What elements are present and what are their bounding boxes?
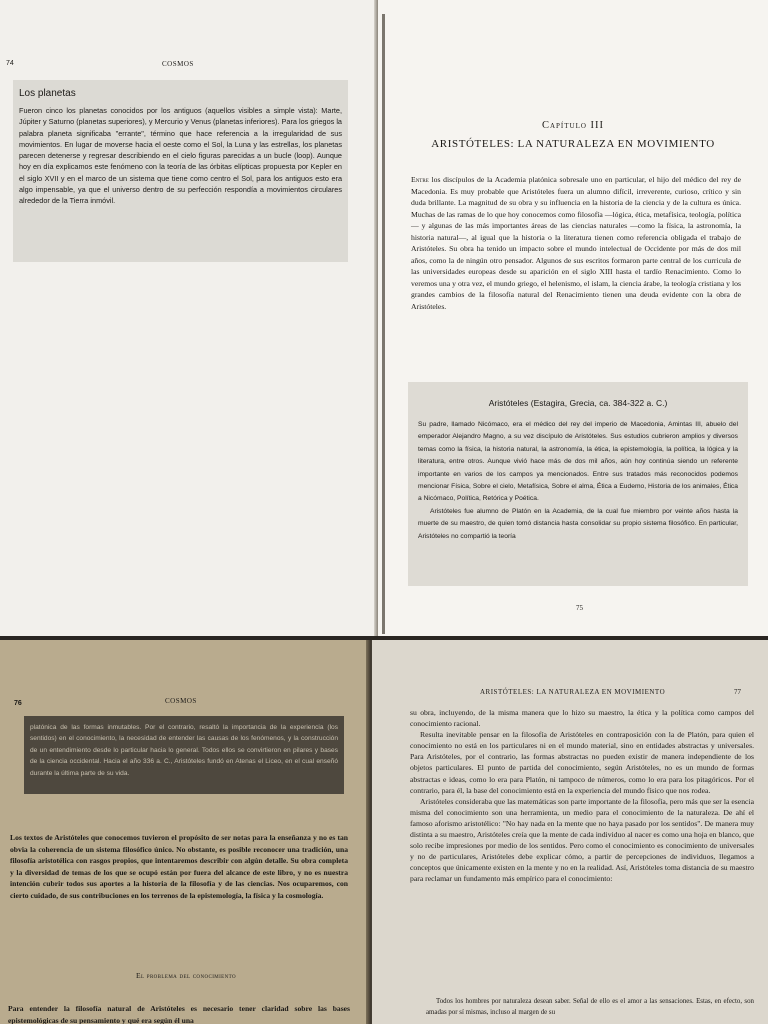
sidebar-box-planets <box>13 80 348 262</box>
page-number: 74 <box>6 60 14 67</box>
page-75 <box>378 0 768 636</box>
box-text: platónica de las formas inmutables. Por el contrario, resaltó la importancia de la experiencia (los sentidos) en el conocimiento, la necesidad de entender las causas de los fenómenos, y la construcción de un entendimiento desde lo particular hacia lo general. Todos ellos se convirtieron en pilares y bases de la ciencia occidental. Hacia el año 336 a. C., Aristóteles fundó en Atenas el Liceo, en el cual enseñó durante la última parte de su vida. <box>30 724 338 777</box>
box-title: Aristóteles (Estagira, Grecia, ca. 384-322 a. C.) <box>488 398 668 408</box>
page-number: 76 <box>14 700 22 707</box>
chapter-title: ARISTÓTELES: LA NATURALEZA EN MOVIMIENTO <box>431 138 715 150</box>
block-quote: Todos los hombres por naturaleza desean saber. Señal de ello es el amor a las sensaciones. Estas, en efecto, son amadas por sí mismas, incluso al margen de su <box>426 998 754 1016</box>
box-paragraph: Aristóteles fue alumno de Platón en la Academia, de la cual fue miembro por veinte años hasta la muerte de su maestro, de quien tomó distancia hasta consolidar su propio sistema filosófico. En particular, Aristóteles no compartió la teoría <box>418 507 738 540</box>
lead-word: Entre <box>411 175 429 184</box>
body-text: los discípulos de la Academia platónica sobresale uno en particular, el hijo del médico del rey de Macedonia. Es muy probable que Aristóteles fuera un alumno difícil, irreverente, curioso, crítico y sin duda brillante. La magnitud de su obra y su influencia en la historia de la ciencia y de la cultura es única. Muchas de las ramas de lo que hoy conocemos como filosofía —lógica, ética, metafísica, teología, política— y algunas de las más importantes áreas de las ciencias naturales —como la física, la astronomía, la historia natural—, al igual que la historia o la literatura tienen como referencia obligada el trabajo de Aristóteles. Su obra ha tenido un impacto sobre el mundo intelectual de Occidente por más de dos mil años, como la de ningún otro pensador. Algunos de sus escritos formaron parte central de los curricula de las universidades europeas desde su aparición en el siglo XIII hasta el tardío Renacimiento. Como lo veremos una y otra vez, el mundo griego, el helenismo, el islam, la ciencia árabe, la teología cristiana y los grandes cambios de la filosofía natural del Renacimiento tienen una deuda evidente con la obra de Aristóteles. <box>411 175 741 311</box>
body-text: Para entender la filosofía natural de Aristóteles es necesario tener claridad sobre las bases epistemológicas de su pensamiento y qué era según él una <box>8 1004 350 1024</box>
sidebar-box-continued <box>24 716 344 794</box>
page-number: 77 <box>734 688 741 696</box>
running-head: ARISTÓTELES: LA NATURALEZA EN MOVIMIENTO <box>480 688 666 696</box>
page-77 <box>372 640 768 1024</box>
body-text-block <box>410 707 754 885</box>
page-number: 75 <box>576 604 583 612</box>
body-paragraph: Aristóteles consideraba que las matemáticas son parte importante de la filosofía, pero más que ser la esencia misma del conocimiento son una herramienta, un medio para el conocimiento de la naturaleza. De ahí el famoso aforismo aristotélico: "No hay nada en la mente que no haya pasado por los sentidos". De manera muy distinta a su maestro, Aristóteles creía que la mente de cada individuo al nacer es como una hoja en blanco, que solo recibe impresiones por medio de los sentidos. Pero como el conocimiento es conocimiento de universales y no de particulares, Aristóteles debe explicar cómo, a partir de percepciones de individuos, llegamos a conceptos que únicamente existen en la mente y no en la realidad. Así, Aristóteles toma distancia de su maestro para reclamar un fundamento más empírico para el conocimiento: <box>410 796 754 884</box>
running-head: COSMOS <box>165 697 197 705</box>
section-title: El problema del conocimiento <box>135 971 237 980</box>
body-text: Los textos de Aristóteles que conocemos tuvieron el propósito de ser notas para la enseñanza y no es tan obvia la coherencia de un sistema filosófico único. No obstante, es posible reconocer una tradición, una filosofía aristotélica con rasgos propios, que intentaremos describir con algún detalle. Su obra completa y la diversidad de temas de los que se ocupó están por fuera del alcance de este libro, y no es nuestra intención cubrir todos sus aportes a la historia de la filosofía y de las ciencias. Nos ocuparemos, con cierto cuidado, de sus contribuciones en los terrenos de la epistemología, la física y la cosmología. <box>10 833 348 900</box>
page-edge-shadow <box>382 14 385 634</box>
box-title: Los planetas <box>19 88 76 99</box>
page-76 <box>0 640 372 1024</box>
page-74 <box>0 0 378 636</box>
sidebar-box-aristotle <box>408 382 748 586</box>
running-head: COSMOS <box>162 60 194 68</box>
body-paragraph: su obra, incluyendo, de la misma manera que lo hizo su maestro, la ética y la política como campos del conocimiento racional. <box>410 708 754 729</box>
chapter-number: Capítulo III <box>541 120 605 131</box>
chapter-opening-text <box>411 174 741 312</box>
box-paragraph: Su padre, llamado Nicómaco, era el médico del rey del imperio de Macedonia, Amintas III, abuelo del emperador Alejandro Magno, a su vez discípulo de Aristóteles. Sus estudios cubrieron amplios y diversos temas como la física, la historia natural, la astronomía, la ética, la epistemología, la política, la lógica y la literatura, entre otros. Aunque vivió hace más de dos mil años, aún hoy continúa siendo un referente importante en varios de los campos ya mencionados. Entre sus tratados más reconocidos podemos mencionar Física, Sobre el cielo, Metafísica, Sobre el alma, Ética a Eudemo, Historia de los animales, Ética a Nicómaco, Política, Retórica y Poética. <box>418 421 738 503</box>
body-paragraph: Resulta inevitable pensar en la filosofía de Aristóteles en contraposición con la de Platón, para quien el conocimiento no está en los particulares ni en el mundo material, sino en entidades abstractas y universales. Para Aristóteles, por el contrario, las formas abstractas no pueden existir de manera independiente de los objetos particulares. El punto de partida del conocimiento, según Aristóteles, no es un mundo de formas abstractas e ideas, como lo era para Platón, ni tampoco de números, como lo era para los pitagóricos. Por el contrario, para él, la base del conocimiento está en la experiencia del mundo físico que nos rodea. <box>410 730 754 795</box>
box-text: Fueron cinco los planetas conocidos por los antiguos (aquellos visibles a simple vista): Marte, Júpiter y Saturno (planetas superiores), y Mercurio y Venus (planetas inferiores). Para los griegos la palabra planeta significaba "errante", término que hace referencia a la irregularidad de sus movimientos. En lugar de moverse hacia el oeste como el Sol, la Luna y las estrellas, los planetas parecen detenerse y regresar describiendo en el cielo figuras parecidas a un bucle (loop). Aunque hoy en día explicamos este fenómeno con la teoría de las órbitas elípticas propuesta por Kepler en el siglo XVII y en el marco de un sistema que tiene como centro el Sol, para los antiguos esto era algo impensable, ya que el universo dentro de su perfección respondía a movimientos circulares alrededor de la Tierra inmóvil. <box>19 106 342 206</box>
